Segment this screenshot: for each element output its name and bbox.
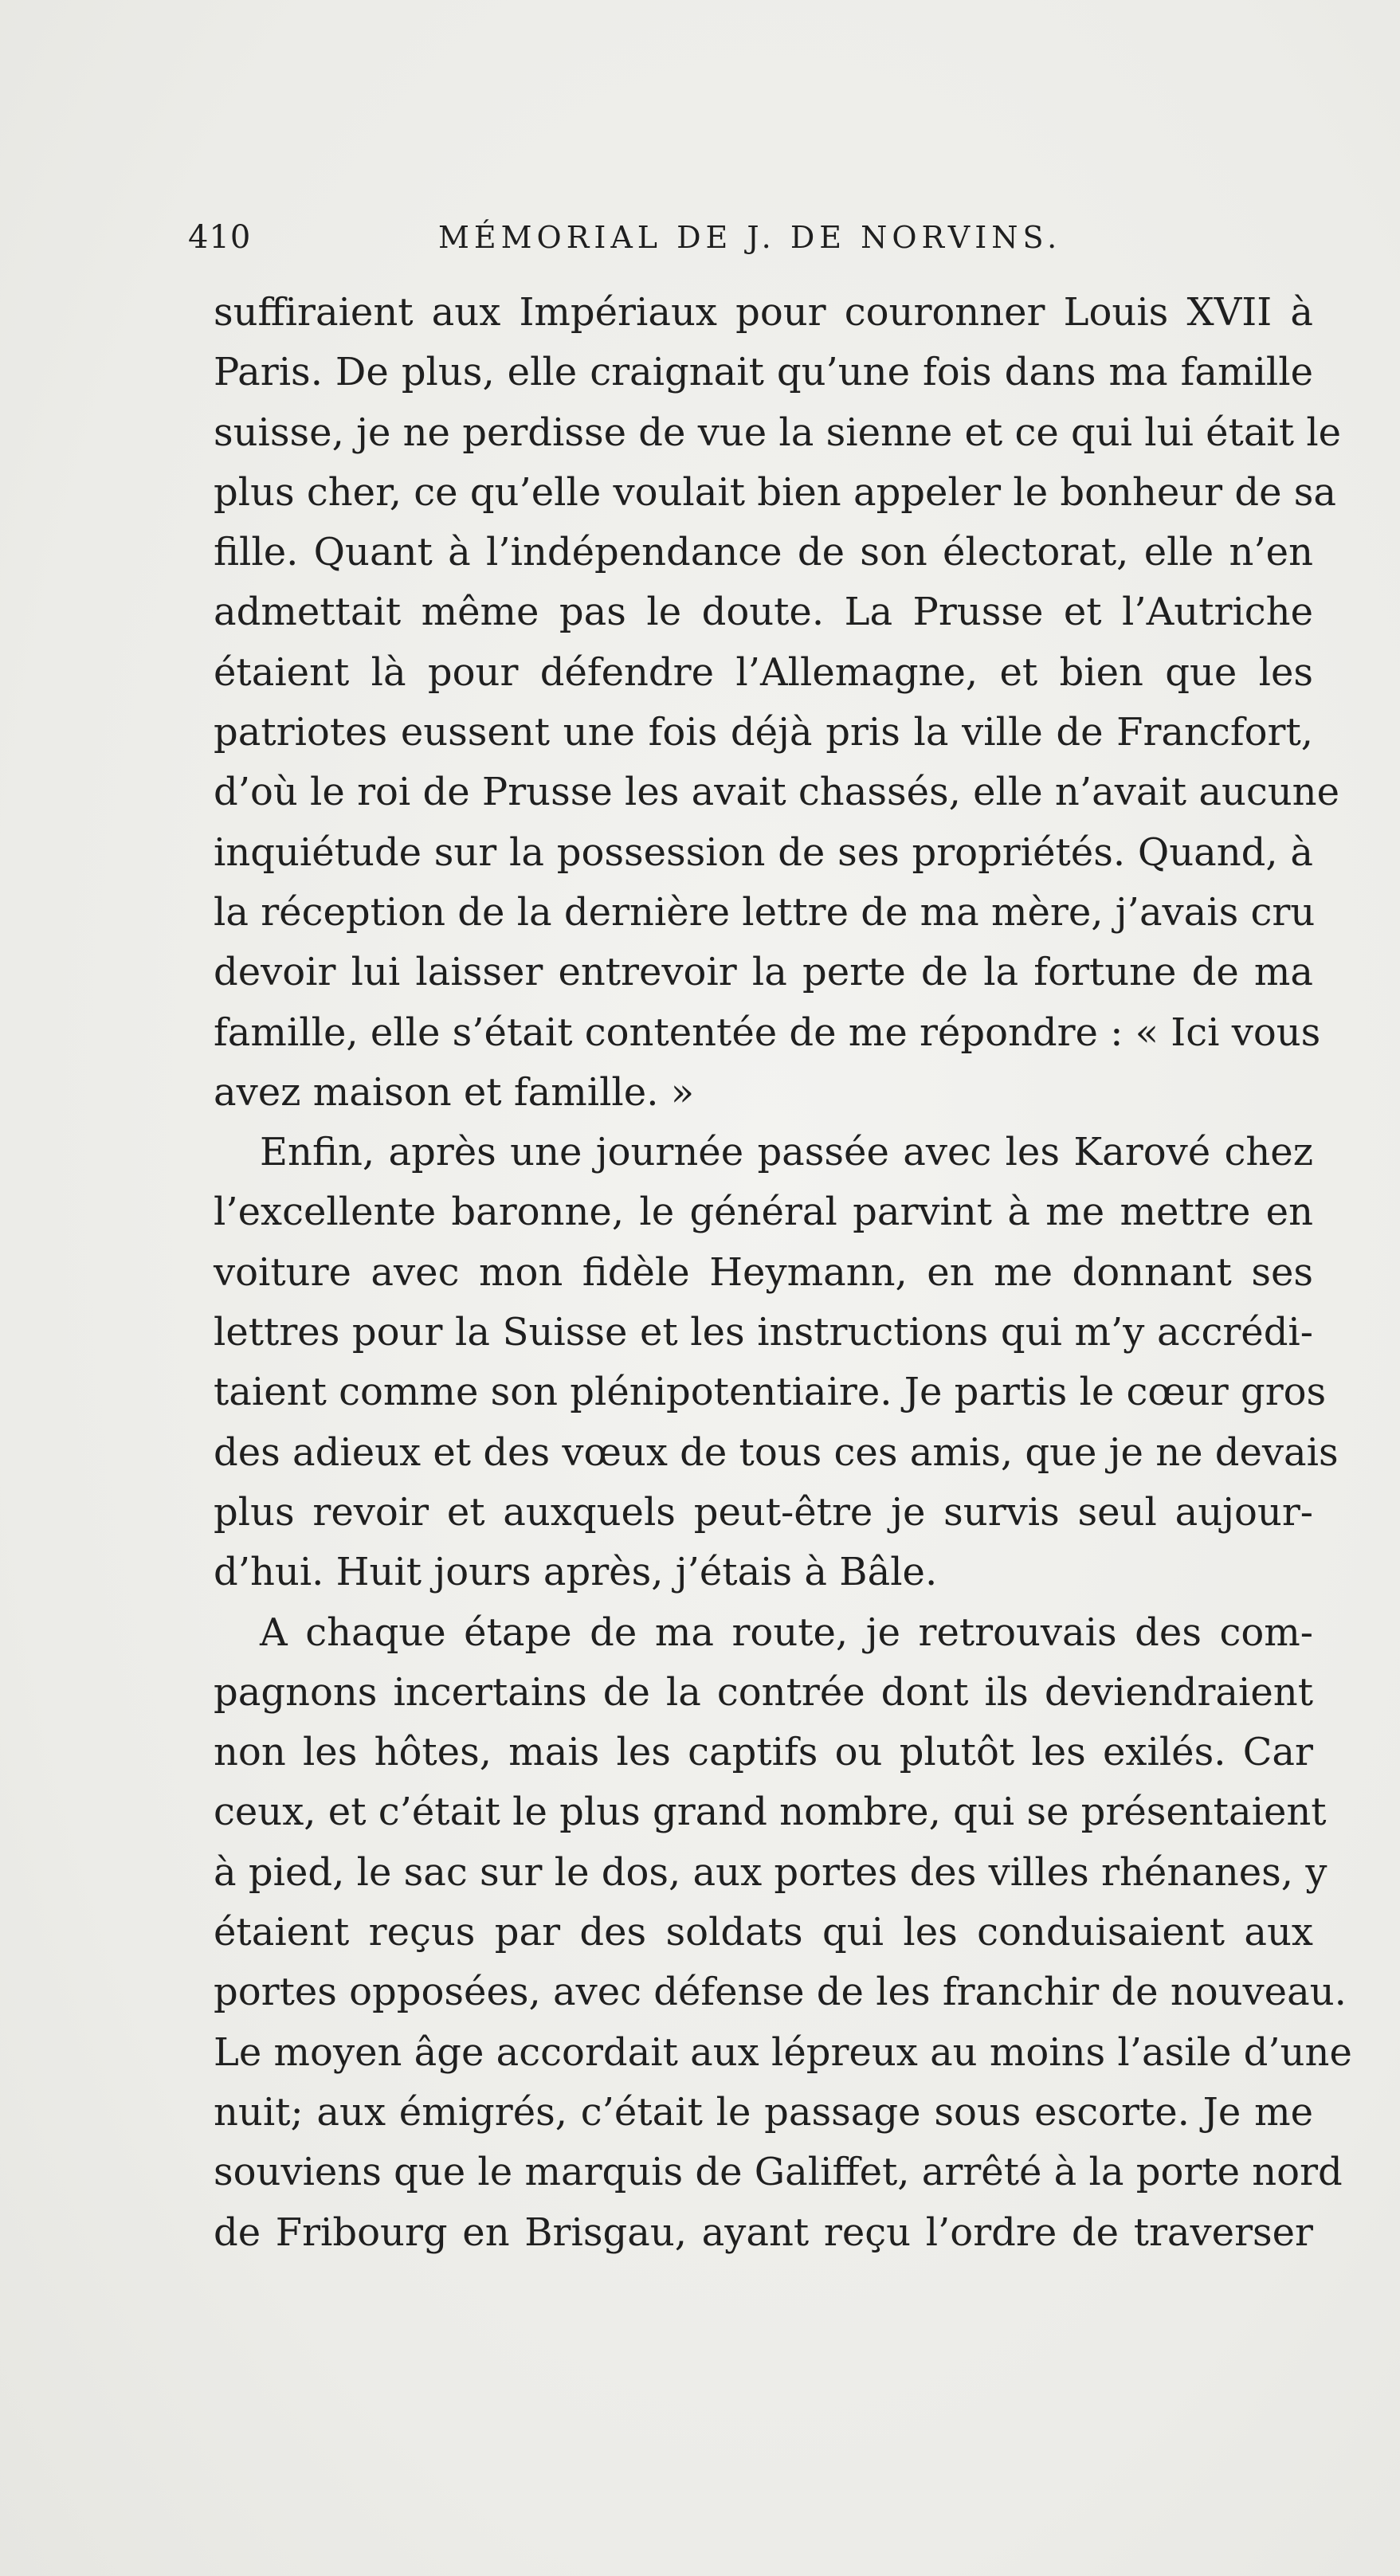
paragraph-first-line: Enfin, après une journée passée avec les Karové chez <box>260 1130 1313 1175</box>
text-line: pagnons incertains de la contrée dont ils deviendraient <box>214 1669 1313 1715</box>
text-line: à pied, le sac sur le dos, aux portes des villes rhénanes, y <box>214 1849 1327 1895</box>
text-line: suffiraient aux Impériaux pour couronner Louis XVII à <box>214 290 1313 335</box>
text-line: Paris. De plus, elle craignait qu’une fois dans ma famille <box>214 350 1313 395</box>
text-line: voiture avec mon fidèle Heymann, en me donnant ses <box>214 1249 1313 1295</box>
text-line: admettait même pas le doute. La Prusse et l’Autriche <box>214 590 1313 635</box>
text-line: la réception de la dernière lettre de ma mère, j’avais cru <box>214 889 1316 935</box>
text-line: de Fribourg en Brisgau, ayant reçu l’ordre de traverser <box>214 2209 1313 2255</box>
text-line: souviens que le marquis de Galiffet, arrêté à la porte nord <box>214 2150 1343 2195</box>
text-line: fille. Quant à l’indépendance de son électorat, elle n’en <box>214 530 1313 575</box>
text-line: l’excellente baronne, le général parvint à me mettre en <box>214 1190 1313 1235</box>
page-number: 410 <box>188 219 252 256</box>
text-line: non les hôtes, mais les captifs ou plutôt les exilés. Car <box>214 1730 1313 1775</box>
text-line: taient comme son plénipotentiaire. Je partis le cœur gros <box>214 1370 1327 1415</box>
body-text <box>214 283 1352 2263</box>
text-line: devoir lui laisser entrevoir la perte de la fortune de ma <box>214 950 1313 995</box>
text-line: d’où le roi de Prusse les avait chassés, elle n’avait aucune <box>214 770 1339 815</box>
paragraph-first-line: A chaque étape de ma route, je retrouvais des com- <box>260 1610 1313 1655</box>
text-line: des adieux et des vœux de tous ces amis, que je ne devais <box>214 1429 1339 1475</box>
text-line: nuit; aux émigrés, c’était le passage sous escorte. Je me <box>214 2089 1313 2135</box>
text-line: portes opposées, avec défense de les franchir de nouveau. <box>214 1970 1347 2015</box>
text-line: patriotes eussent une fois déjà pris la ville de Francfort, <box>214 710 1313 755</box>
paragraph-end-line: d’hui. Huit jours après, j’étais à Bâle. <box>214 1550 938 1595</box>
text-line: famille, elle s’était contentée de me répondre : « Ici vous <box>214 1010 1321 1055</box>
paragraph-end-line: avez maison et famille. » <box>214 1069 695 1115</box>
text-line: suisse, je ne perdisse de vue la sienne et ce qui lui était le <box>214 410 1342 455</box>
text-line: plus cher, ce qu’elle voulait bien appeler le bonheur de sa <box>214 469 1337 515</box>
text-line: ceux, et c’était le plus grand nombre, qui se présentaient <box>214 1790 1327 1835</box>
text-line: Le moyen âge accordait aux lépreux au moins l’asile d’une <box>214 2029 1352 2075</box>
text-line: étaient reçus par des soldats qui les conduisaient aux <box>214 1910 1313 1955</box>
text-line: inquiétude sur la possession de ses propriétés. Quand, à <box>214 829 1313 875</box>
text-line: étaient là pour défendre l’Allemagne, et bien que les <box>214 649 1313 695</box>
text-line: plus revoir et auxquels peut-être je survis seul aujour- <box>214 1489 1313 1535</box>
running-title: MÉMORIAL DE J. DE NORVINS. <box>438 220 1062 255</box>
page-header <box>188 214 1088 261</box>
text-line: lettres pour la Suisse et les instructions qui m’y accrédi- <box>214 1310 1313 1355</box>
